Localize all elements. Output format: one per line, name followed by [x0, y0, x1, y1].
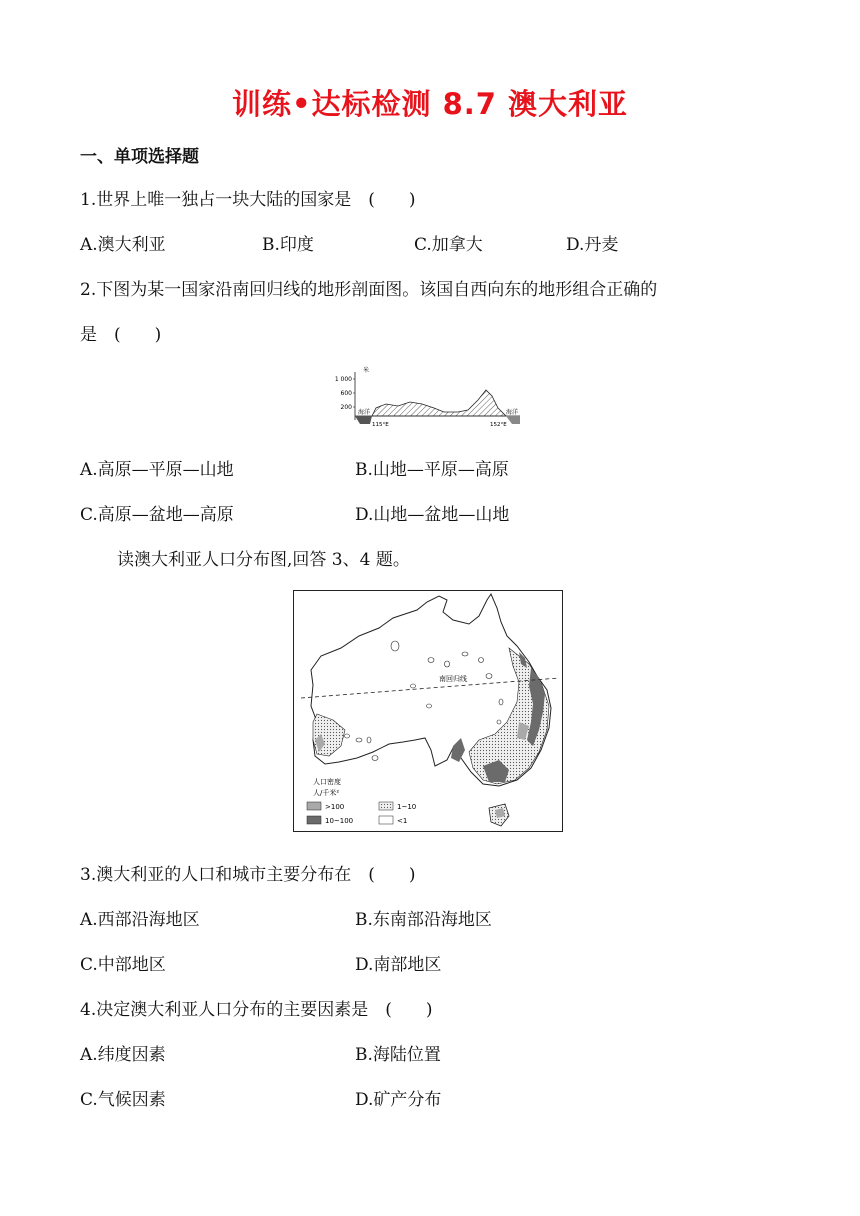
profile-y-tick: 1 000	[334, 376, 352, 383]
q3-option-a[interactable]: A.西部沿海地区	[80, 910, 200, 930]
q3-option-b[interactable]: B.东南部沿海地区	[355, 910, 492, 930]
question-2-stem-line2: 是 ( )	[80, 325, 162, 345]
legend-label: <1	[397, 817, 408, 825]
profile-x-right-label: 152°E	[490, 422, 507, 428]
profile-y-tick: 200	[340, 404, 352, 411]
q1-option-b[interactable]: B.印度	[262, 235, 314, 255]
q2-option-c[interactable]: C.高原—盆地—高原	[80, 505, 234, 525]
q4-option-b[interactable]: B.海陆位置	[355, 1045, 441, 1065]
legend-swatch-dense	[307, 802, 321, 810]
legend-title: 人口密度	[313, 778, 341, 786]
western-ocean-shape	[355, 416, 372, 424]
q2-option-b[interactable]: B.山地—平原—高原	[355, 460, 509, 480]
legend-label: >100	[325, 803, 345, 811]
terrain-profile-shape	[372, 390, 506, 416]
q1-option-a[interactable]: A.澳大利亚	[80, 235, 166, 255]
terrain-profile-figure	[330, 366, 526, 430]
legend-unit: 人/千米²	[313, 789, 340, 797]
section-heading: 一、单项选择题	[80, 147, 199, 167]
tropic-label: 南回归线	[439, 675, 467, 683]
profile-left-ocean-label: 海洋	[358, 409, 371, 416]
legend-swatch-medium	[307, 816, 321, 824]
legend-swatch-sparse	[379, 816, 393, 824]
q3-option-d[interactable]: D.南部地区	[355, 955, 442, 975]
profile-unit-label: 米	[363, 367, 370, 374]
question-2-stem-line1: 2.下图为某一国家沿南回归线的地形剖面图。该国自西向东的地形组合正确的	[80, 280, 658, 300]
eastern-ocean-shape	[506, 416, 520, 424]
q2-option-a[interactable]: A.高原—平原—山地	[80, 460, 234, 480]
question-1-stem: 1.世界上唯一独占一块大陆的国家是 ( )	[80, 190, 416, 210]
australia-population-map	[293, 590, 563, 832]
q4-option-d[interactable]: D.矿产分布	[355, 1090, 442, 1110]
q2-option-d[interactable]: D.山地—盆地—山地	[355, 505, 510, 525]
q4-option-c[interactable]: C.气候因素	[80, 1090, 166, 1110]
legend-label: 1~10	[397, 803, 417, 811]
profile-x-left-label: 115°E	[372, 422, 389, 428]
question-4-stem: 4.决定澳大利亚人口分布的主要因素是 ( )	[80, 1000, 433, 1020]
legend-label: 10~100	[325, 817, 354, 825]
profile-right-ocean-label: 海洋	[506, 409, 519, 416]
q4-option-a[interactable]: A.纬度因素	[80, 1045, 166, 1065]
page-title: 训练•达标检测 8.7 澳大利亚	[231, 87, 629, 121]
map-intro-text: 读澳大利亚人口分布图,回答 3、4 题。	[117, 550, 410, 570]
legend-swatch-dotted	[379, 802, 393, 810]
profile-y-tick: 600	[340, 390, 352, 397]
q1-option-d[interactable]: D.丹麦	[566, 235, 619, 255]
q3-option-c[interactable]: C.中部地区	[80, 955, 166, 975]
question-3-stem: 3.澳大利亚的人口和城市主要分布在 ( )	[80, 865, 416, 885]
q1-option-c[interactable]: C.加拿大	[414, 235, 483, 255]
